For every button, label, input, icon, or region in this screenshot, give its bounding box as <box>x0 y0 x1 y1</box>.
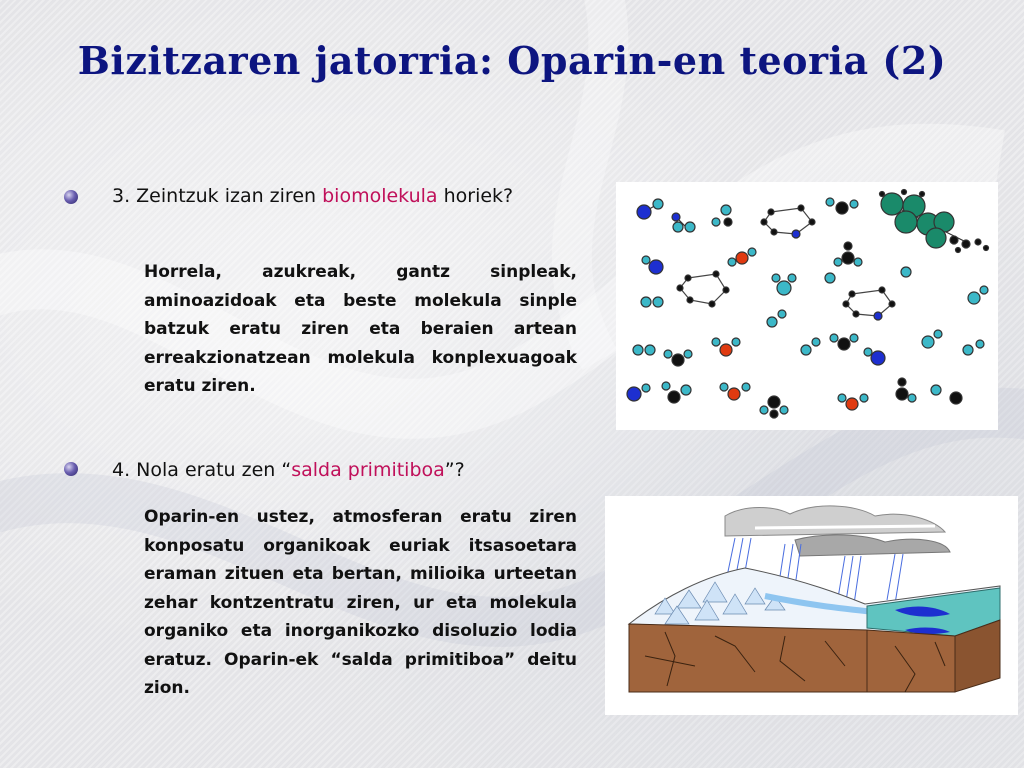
primordial-ocean-rain-icon <box>605 496 1018 715</box>
slide-title: Bizitzaren jatorria: Oparin-en teoria (2) <box>77 38 947 83</box>
molecules-icon <box>616 182 998 430</box>
bullet-icon <box>64 190 78 204</box>
answer-3: Horrela, azukreak, gantz sinpleak, aminoazidoak eta beste molekula sinple batzuk eratu ziren eta beraien artean erreakzionatzean molekula konplexuagoak eratu ziren. <box>144 262 577 396</box>
question-4-prefix: 4. Nola eratu zen “ <box>112 459 292 481</box>
landscape-image <box>605 496 1018 715</box>
question-4 <box>112 456 577 485</box>
question-3-prefix: 3. Zeintzuk izan ziren <box>112 185 323 207</box>
question-4-highlight: salda primitiboa <box>291 459 445 481</box>
question-3 <box>112 182 577 211</box>
molecules-image <box>616 182 998 430</box>
answer-4: Oparin-en ustez, atmosferan eratu ziren konposatu organikoak euriak itsasoetara eraman zituen eta bertan, milioika urteetan zehar kontzentratu ziren, ur eta molekula organiko eta inorganikozko disoluzio lodia eratuz. Oparin-ek “salda primitiboa” deitu zion. <box>144 507 577 698</box>
question-3-highlight: biomolekula <box>322 185 438 207</box>
question-4-suffix: ”? <box>444 459 465 481</box>
question-3-suffix: horiek? <box>437 185 514 207</box>
bullet-icon <box>64 462 78 476</box>
